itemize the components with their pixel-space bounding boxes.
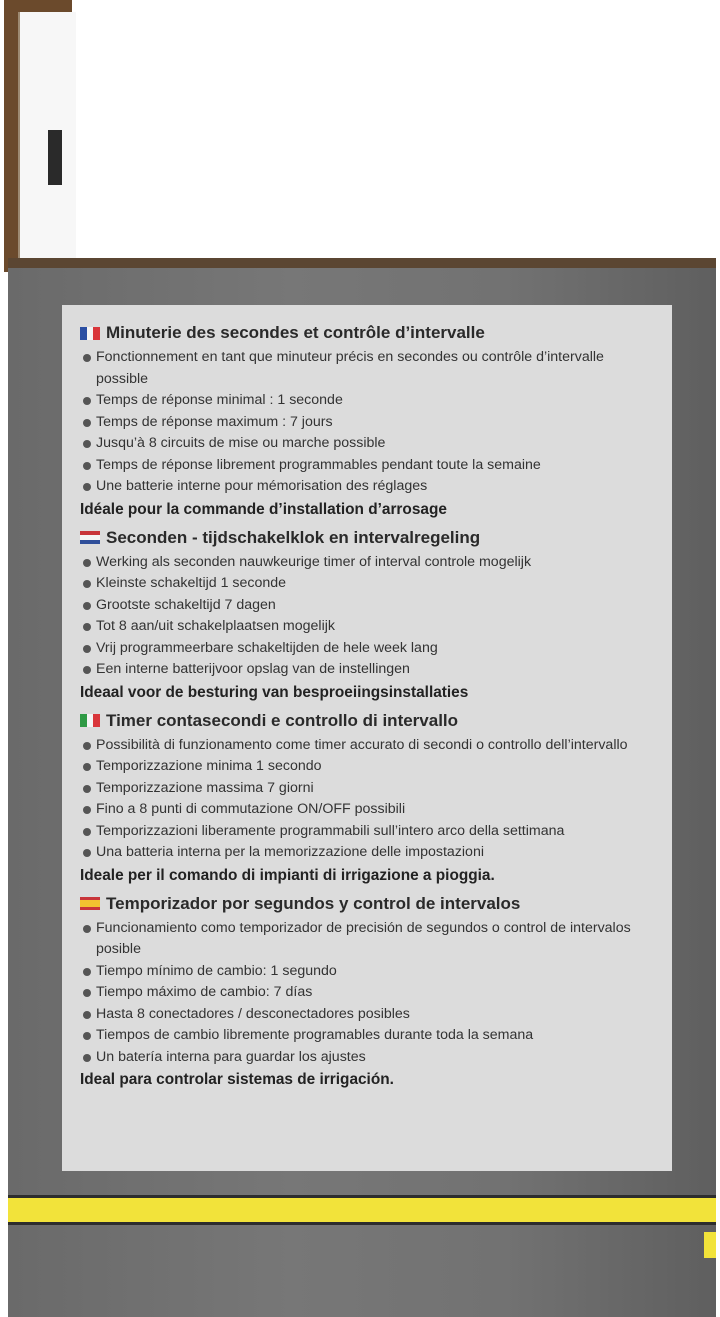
feature-item: Tiempos de cambio libremente programables durante toda la semana bbox=[80, 1025, 654, 1047]
flap-slot bbox=[48, 130, 62, 185]
feature-item: Funcionamiento como temporizador de precisión de segundos o control de intervalos posible bbox=[80, 918, 654, 961]
feature-item: Temps de réponse maximum : 7 jours bbox=[80, 412, 654, 434]
feature-item: Fino a 8 punti di commutazione ON/OFF possibili bbox=[80, 799, 654, 821]
feature-item: Kleinste schakeltijd 1 seconde bbox=[80, 573, 654, 595]
feature-list bbox=[80, 347, 654, 498]
feature-item: Grootste schakeltijd 7 dagen bbox=[80, 595, 654, 617]
feature-item: Vrij programmeerbare schakeltijden de hele week lang bbox=[80, 638, 654, 660]
feature-item: Temps de réponse librement programmables pendant toute la semaine bbox=[80, 455, 654, 477]
section-title: Timer contasecondi e controllo di intervallo bbox=[106, 710, 459, 730]
flag-fr-icon bbox=[80, 327, 100, 340]
feature-item: Temporizzazione massima 7 giorni bbox=[80, 778, 654, 800]
feature-item: Temporizzazione minima 1 secondo bbox=[80, 756, 654, 778]
section-it bbox=[80, 711, 654, 885]
feature-list bbox=[80, 552, 654, 681]
section-title: Minuterie des secondes et contrôle d’intervalle bbox=[106, 323, 485, 342]
section-footer: Ideal para controlar sistemas de irrigación. bbox=[80, 1071, 394, 1088]
section-heading bbox=[80, 711, 654, 731]
section-es bbox=[80, 894, 654, 1090]
feature-item: Tiempo máximo de cambio: 7 días bbox=[80, 982, 654, 1004]
feature-item: Jusqu’à 8 circuits de mise ou marche possible bbox=[80, 433, 654, 455]
flag-nl-icon bbox=[80, 531, 100, 544]
feature-item: Temporizzazioni liberamente programmabili sull’intero arco della settimana bbox=[80, 821, 654, 843]
section-heading bbox=[80, 528, 654, 548]
feature-item: Fonctionnement en tant que minuteur précis en secondes ou contrôle d’intervalle possible bbox=[80, 347, 654, 390]
feature-list bbox=[80, 918, 654, 1069]
feature-item: Temps de réponse minimal : 1 seconde bbox=[80, 390, 654, 412]
feature-item: Un batería interna para guardar los ajustes bbox=[80, 1047, 654, 1069]
section-footer: Idéale pour la commande d’installation d’arrosage bbox=[80, 500, 447, 518]
section-fr bbox=[80, 323, 654, 519]
box-lid-flap bbox=[4, 0, 72, 272]
section-title: Temporizador por segundos y control de intervalos bbox=[106, 893, 521, 913]
yellow-stripe bbox=[8, 1195, 716, 1225]
flag-it-icon bbox=[80, 714, 100, 727]
feature-item: Tot 8 aan/uit schakelplaatsen mogelijk bbox=[80, 616, 654, 638]
section-heading bbox=[80, 894, 654, 914]
flag-es-icon bbox=[80, 897, 100, 910]
feature-item: Une batterie interne pour mémorisation des réglages bbox=[80, 476, 654, 498]
yellow-stripe-edge bbox=[704, 1232, 716, 1258]
flap-inner-surface bbox=[18, 12, 76, 262]
section-title: Seconden - tijdschakelklok en intervalregeling bbox=[106, 527, 481, 547]
feature-item: Una batteria interna per la memorizzazione delle impostazioni bbox=[80, 842, 654, 864]
feature-list bbox=[80, 735, 654, 864]
feature-item: Tiempo mínimo de cambio: 1 segundo bbox=[80, 961, 654, 983]
feature-item: Een interne batterijvoor opslag van de instellingen bbox=[80, 659, 654, 681]
section-heading bbox=[80, 323, 654, 343]
feature-item: Possibilità di funzionamento come timer accurato di secondi o controllo dell’intervallo bbox=[80, 735, 654, 757]
info-panel bbox=[62, 305, 672, 1171]
feature-item: Werking als seconden nauwkeurige timer of interval controle mogelijk bbox=[80, 552, 654, 574]
feature-item: Hasta 8 conectadores / desconectadores posibles bbox=[80, 1004, 654, 1026]
section-footer: Ideale per il comando di impianti di irrigazione a pioggia. bbox=[80, 866, 495, 884]
section-nl bbox=[80, 528, 654, 702]
section-footer: Ideaal voor de besturing van besproeiingsinstallaties bbox=[80, 683, 469, 701]
